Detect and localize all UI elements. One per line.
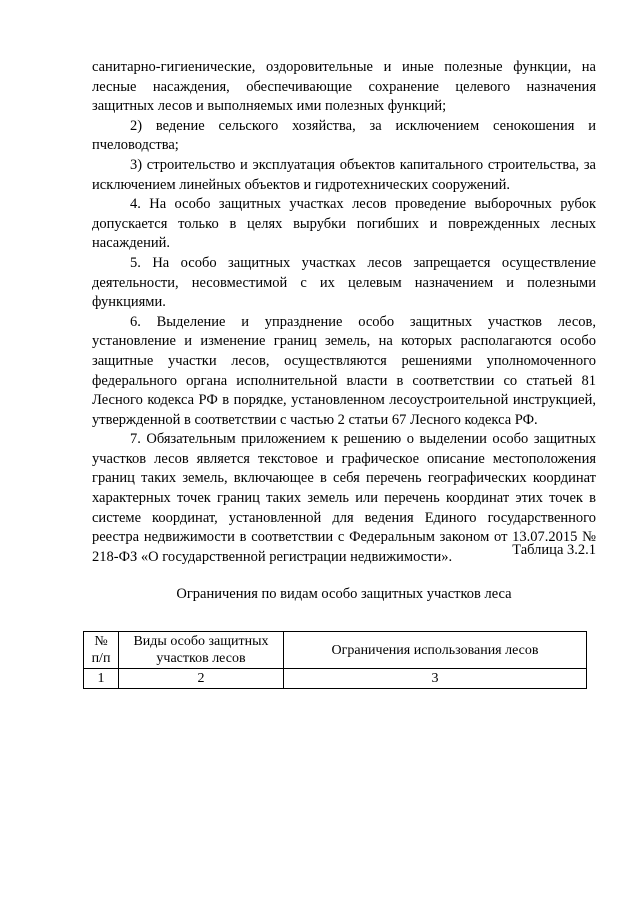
paragraph-item-3: 3) строительство и эксплуатация объектов капитального строительства, за исключением линейных объектов и гидротехнических сооружений. bbox=[92, 156, 596, 193]
paragraph-continuation: санитарно-гигиенические, оздоровительные и иные полезные функции, на лесные насаждения, обеспечивающие сохранение целевого назначения защитных лесов и выполняемых ими полезных функций; bbox=[92, 59, 596, 115]
document-body bbox=[92, 58, 596, 567]
header-restrictions: Ограничения использования лесов bbox=[284, 632, 587, 669]
column-number-3: 3 bbox=[284, 669, 587, 689]
table-header-row bbox=[84, 632, 587, 669]
paragraph-clause-4: 4. На особо защитных участках лесов проведение выборочных рубок допускается только в целях вырубки погибших и поврежденных лесных насаждений. bbox=[92, 196, 596, 252]
paragraph-clause-6: 6. Выделение и упразднение особо защитных участков лесов, установление и изменение границ земель, на которых располагаются особо защитные участки лесов, осуществляются решениями уполномоченного федерального органа исполнительной власти в соответствии со статьей 81 Лесного кодекса РФ в порядке, установленном лесоустроительной инструкцией, утвержденной в соответствии с частью 2 статьи 67 Лесного кодекса РФ. bbox=[92, 313, 596, 428]
table-number: Таблица 3.2.1 bbox=[512, 542, 596, 558]
paragraph-item-2: 2) ведение сельского хозяйства, за исключением сенокошения и пчеловодства; bbox=[92, 117, 596, 154]
column-number-1: 1 bbox=[84, 669, 119, 689]
paragraph-clause-5: 5. На особо защитных участках лесов запрещается осуществление деятельности, несовместимой с их целевым назначением и полезными функциями. bbox=[92, 254, 596, 311]
restrictions-table bbox=[83, 631, 587, 689]
table-column-numbers-row bbox=[84, 669, 587, 689]
column-number-2: 2 bbox=[119, 669, 284, 689]
header-area-types: Виды особо защитных участков лесов bbox=[119, 632, 284, 669]
paragraph-clause-7: 7. Обязательным приложением к решению о выделении особо защитных участков лесов является текстовое и графическое описание местоположения границ таких земель, включающее в себя перечень географических координат характерных точек границ таких земель или перечень координат этих точек в системе координат, установленной для ведения Единого государственного реестра недвижимости в соответствии с Федеральным законом от 13.07.2015 № 218-ФЗ «О государственной регистрации недвижимости». bbox=[92, 431, 596, 565]
table-title: Ограничения по видам особо защитных участков леса bbox=[176, 586, 512, 602]
header-number: № п/п bbox=[84, 632, 119, 669]
